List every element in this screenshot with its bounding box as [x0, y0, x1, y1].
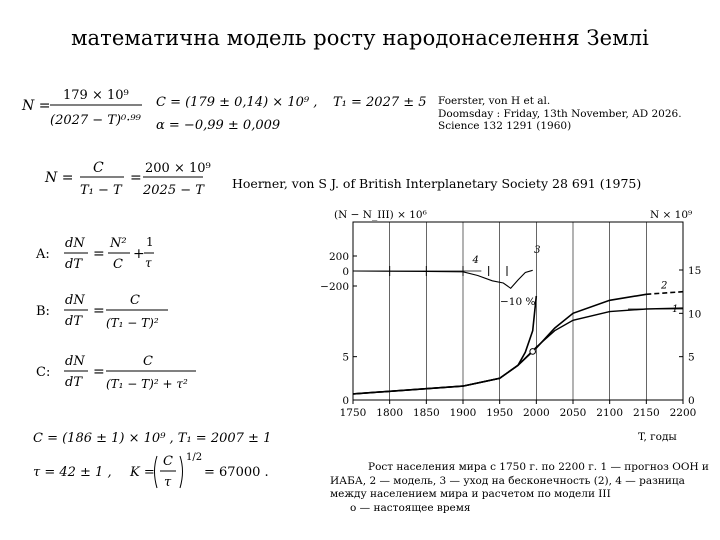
- eq-a-eq: =: [93, 246, 105, 262]
- x-tick-label: 2050: [559, 407, 587, 419]
- left-upper-tick-label: 0: [342, 266, 349, 278]
- x-tick-label: 1750: [339, 407, 367, 419]
- f2-den1: T₁ − T: [80, 183, 122, 198]
- curve-label-3: 3: [534, 245, 541, 256]
- eq-b-eq: =: [93, 303, 105, 319]
- eq-a-num2: 1: [146, 235, 154, 249]
- right-tick-label: 0: [688, 395, 695, 407]
- params-K-exponent: 1/2: [186, 452, 203, 463]
- x-tick-label: 2200: [669, 407, 697, 419]
- x-tick-label: 1900: [449, 407, 477, 419]
- series-line-1: [353, 308, 683, 394]
- x-tick-label: 1950: [486, 407, 514, 419]
- f2-lhs: N =: [45, 170, 74, 186]
- foerster-line-3: Science 132 1291 (1960): [438, 120, 572, 132]
- x-tick-label: 1800: [376, 407, 404, 419]
- eq-a-lhs-num: dN: [65, 236, 85, 251]
- annotation-minus-10-percent: −10 %: [500, 296, 536, 308]
- caption-line-1: Рост населения мира с 1750 г. по 2200 г. 1 — прогноз ООН и: [368, 461, 709, 473]
- caption-line-2: ИАБА, 2 — модель, 3 — уход на бесконечность (2), 4 — разница: [330, 474, 685, 487]
- f2-num2: 200 × 10⁹: [145, 161, 211, 176]
- f1-lhs: N =: [22, 98, 51, 114]
- params-K-num: C: [163, 454, 173, 469]
- params-line-1: C = (186 ± 1) × 10⁹ , T₁ = 2007 ± 1: [33, 431, 272, 446]
- eq-c-eq: =: [93, 364, 105, 380]
- x-tick-label: 2150: [632, 407, 660, 419]
- f2-eq: =: [130, 170, 142, 186]
- f1-C: C = (179 ± 0,14) × 10⁹ ,: [156, 95, 318, 110]
- curve-label-1: 1: [672, 304, 679, 315]
- x-axis-label: T, годы: [638, 431, 677, 443]
- foerster-line-1: Foerster, von H et al.: [438, 95, 551, 107]
- eq-c-den: (T₁ − T)² + τ²: [106, 377, 188, 391]
- x-tick-label: 1850: [412, 407, 440, 419]
- eq-b-num: C: [130, 293, 140, 308]
- x-tick-label: 2000: [522, 407, 550, 419]
- eq-a-lhs-den: dT: [65, 257, 82, 272]
- hoerner-reference: Hoerner, von S J. of British Interplanetary Society 28 691 (1975): [232, 176, 642, 191]
- caption-line-4: о — настоящее время: [350, 501, 471, 514]
- f2-num1: C: [93, 160, 104, 176]
- f1-numerator: 179 × 10⁹: [63, 88, 129, 103]
- f1-denominator: (2027 − T)⁰·⁹⁹: [50, 113, 141, 128]
- eq-a-den2: τ: [145, 256, 152, 270]
- caption-line-3: между населением мира и расчетом по модели III: [330, 488, 611, 500]
- eq-c-num: C: [143, 354, 153, 369]
- left-axis-label: (N − N_III) × 10⁶: [334, 209, 427, 221]
- f2-den2: 2025 − T: [143, 183, 204, 198]
- x-tick-label: 2100: [596, 407, 624, 419]
- eq-a-num1: N²: [110, 236, 127, 251]
- left-upper-tick-label: −200: [320, 281, 349, 293]
- right-axis-label: N × 10⁹: [650, 209, 693, 221]
- right-tick-label: 15: [688, 265, 702, 277]
- params-K-value: = 67000 .: [204, 465, 269, 480]
- eq-a-plus: +: [133, 246, 145, 262]
- series-line-4: [353, 270, 533, 288]
- series-line-2-dashed: [646, 292, 683, 295]
- left-upper-tick-label: 200: [328, 251, 349, 263]
- series-line-3: [353, 296, 536, 394]
- eq-c-label: C:: [36, 365, 51, 380]
- foerster-line-2: Doomsday : Friday, 13th November, AD 2026.: [438, 107, 682, 120]
- right-tick-label: 5: [688, 351, 695, 364]
- eq-b-lhs-num: dN: [65, 293, 85, 308]
- eq-b-label: B:: [36, 304, 50, 319]
- params-tau: τ = 42 ± 1 ,: [33, 465, 112, 480]
- plot-frame: [353, 222, 683, 400]
- curve-label-2: 2: [661, 280, 668, 292]
- params-K-den: τ: [164, 475, 172, 490]
- figure-caption: [330, 461, 709, 515]
- left-lower-tick-label: 0: [342, 395, 349, 407]
- eq-b-lhs-den: dT: [65, 314, 82, 329]
- eq-a-label: A:: [36, 247, 50, 262]
- present-time-marker: [530, 349, 536, 355]
- f1-alpha: α = −0,99 ± 0,009: [156, 118, 281, 133]
- eq-b-den: (T₁ − T)²: [106, 316, 159, 330]
- curve-label-4: 4: [472, 254, 479, 266]
- page-title: математична модель росту народонаселення Землі: [71, 26, 649, 50]
- right-tick-label: 10: [688, 308, 702, 321]
- f1-T1: T₁ = 2027 ± 5: [333, 95, 427, 110]
- eq-c-lhs-num: dN: [65, 354, 85, 369]
- params-K: K =: [130, 465, 155, 480]
- eq-c-lhs-den: dT: [65, 375, 82, 390]
- eq-a-den1: C: [113, 257, 123, 272]
- left-lower-tick-label: 5: [342, 351, 349, 364]
